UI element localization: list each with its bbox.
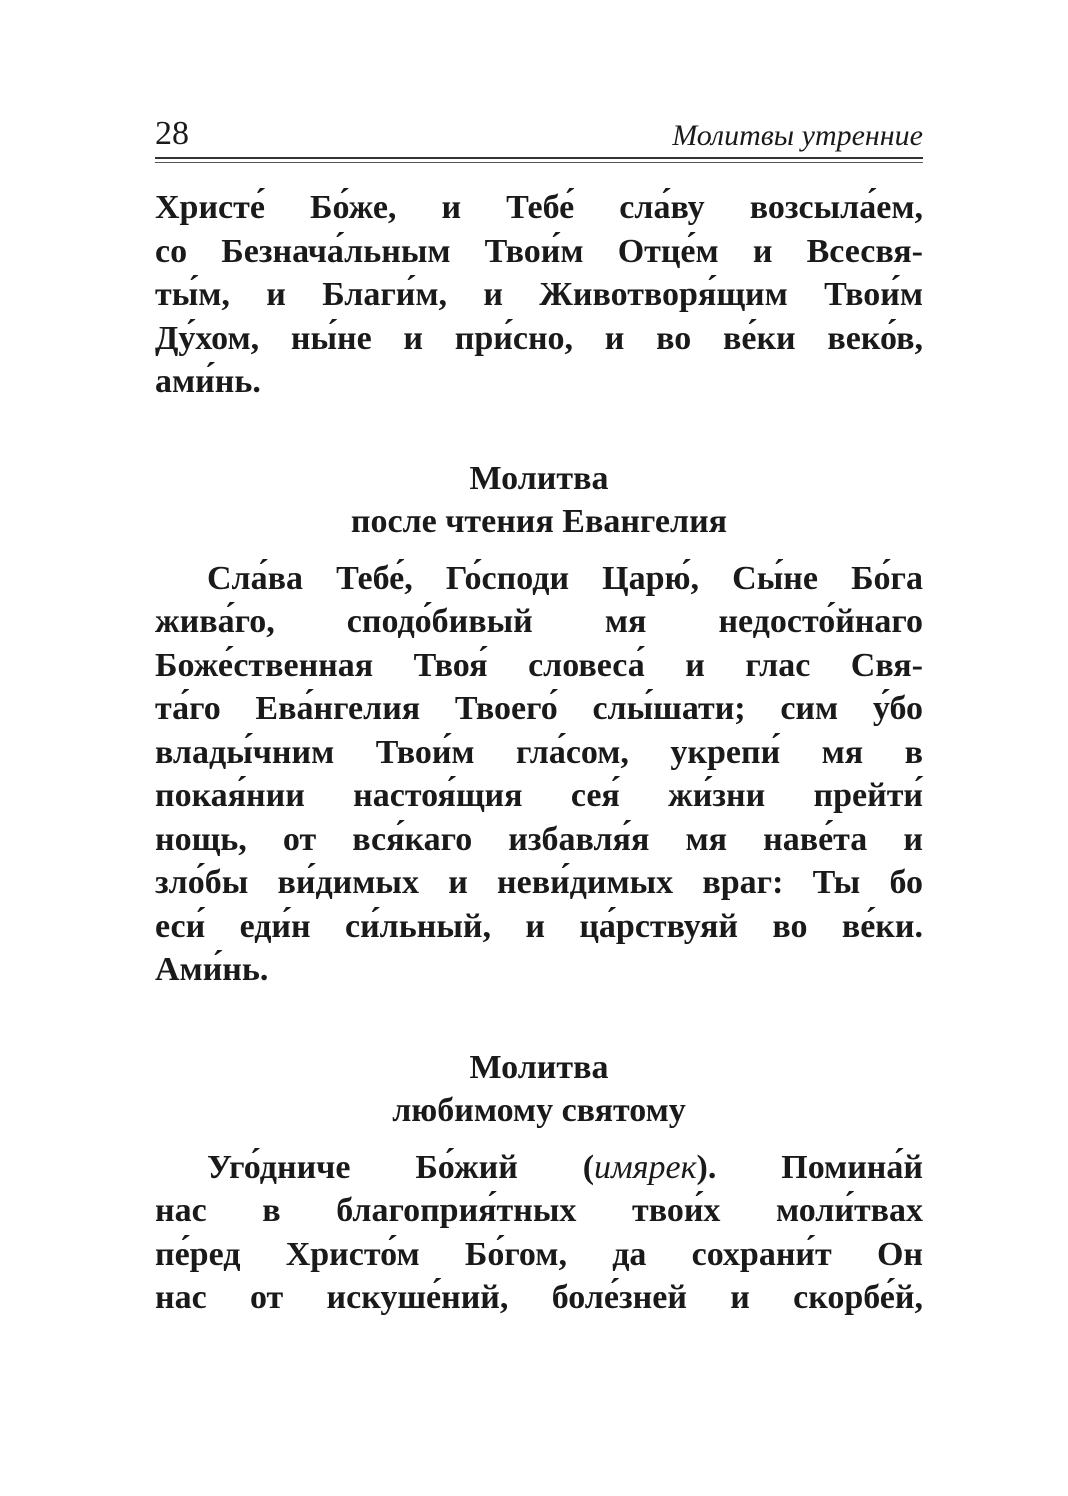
saint-prayer-paragraph xyxy=(155,1146,923,1320)
text-line: жива́го, сподо́бивый мя недосто́йнаго xyxy=(155,603,923,640)
text-line: Боже́ственная Твоя́ словеса́ и глас Свя- xyxy=(155,646,923,684)
text-line: ами́нь. xyxy=(155,363,261,400)
text-line: Ду́хом, ны́не и при́сно, и во ве́ки веко́в, xyxy=(155,319,923,357)
text-line xyxy=(155,1146,923,1190)
header-rule-thick xyxy=(155,157,923,159)
header-rule-thin xyxy=(155,162,923,163)
name-placeholder: имярек xyxy=(594,1148,697,1186)
text-line: нас в благоприя́тных твои́х моли́твах xyxy=(155,1192,923,1229)
text-line: нощь, от вся́каго избавля́я мя наве́та и xyxy=(155,820,923,858)
text-fragment: ). Помина́й xyxy=(696,1148,923,1186)
text-line: со Безнача́льным Твои́м Отце́м и Всесвя- xyxy=(155,232,923,270)
text-line: Христе́ Бо́же, и Тебе́ сла́ву возсыла́ем, xyxy=(155,189,923,226)
heading-line: Молитва xyxy=(469,459,609,497)
text-line: зло́бы ви́димых и неви́димых враг: Ты бо xyxy=(155,864,923,901)
heading-line: после чтения Евангелия xyxy=(350,502,728,540)
page-header xyxy=(155,108,923,158)
page-number: 28 xyxy=(155,115,189,152)
text-line: покая́нии настоя́щия сея́ жи́зни прейти́ xyxy=(155,777,923,814)
gospel-prayer-paragraph xyxy=(155,557,923,992)
heading-line: любимому святому xyxy=(392,1091,686,1129)
text-line: Ами́нь. xyxy=(155,951,269,988)
heading-line: Молитва xyxy=(469,1048,609,1086)
section-heading-gospel xyxy=(155,457,923,543)
text-line: та́го Ева́нгелия Твоего́ слы́шати; сим у́бо xyxy=(155,690,923,727)
text-line: Сла́ва Тебе́, Го́споди Царю́, Сы́не Бо́га xyxy=(207,559,923,597)
text-line: еси́ еди́н си́льный, и ца́рствуяй во ве́ки. xyxy=(155,907,923,945)
text-line: влады́чним Твои́м гла́сом, укрепи́ мя в xyxy=(155,733,923,771)
running-title: Молитвы утренние xyxy=(672,119,923,152)
text-fragment: Уго́дниче Бо́жий ( xyxy=(207,1148,595,1186)
text-line: нас от искуше́ний, боле́зней и скорбе́й, xyxy=(155,1279,923,1316)
text-line: ты́м, и Благи́м, и Животворя́щим Твои́м xyxy=(155,276,923,313)
section-heading-saint xyxy=(155,1046,923,1132)
doxology-paragraph xyxy=(155,186,923,404)
text-line: пе́ред Христо́м Бо́гом, да сохрани́т Он xyxy=(155,1235,923,1273)
page-content xyxy=(155,186,923,1320)
